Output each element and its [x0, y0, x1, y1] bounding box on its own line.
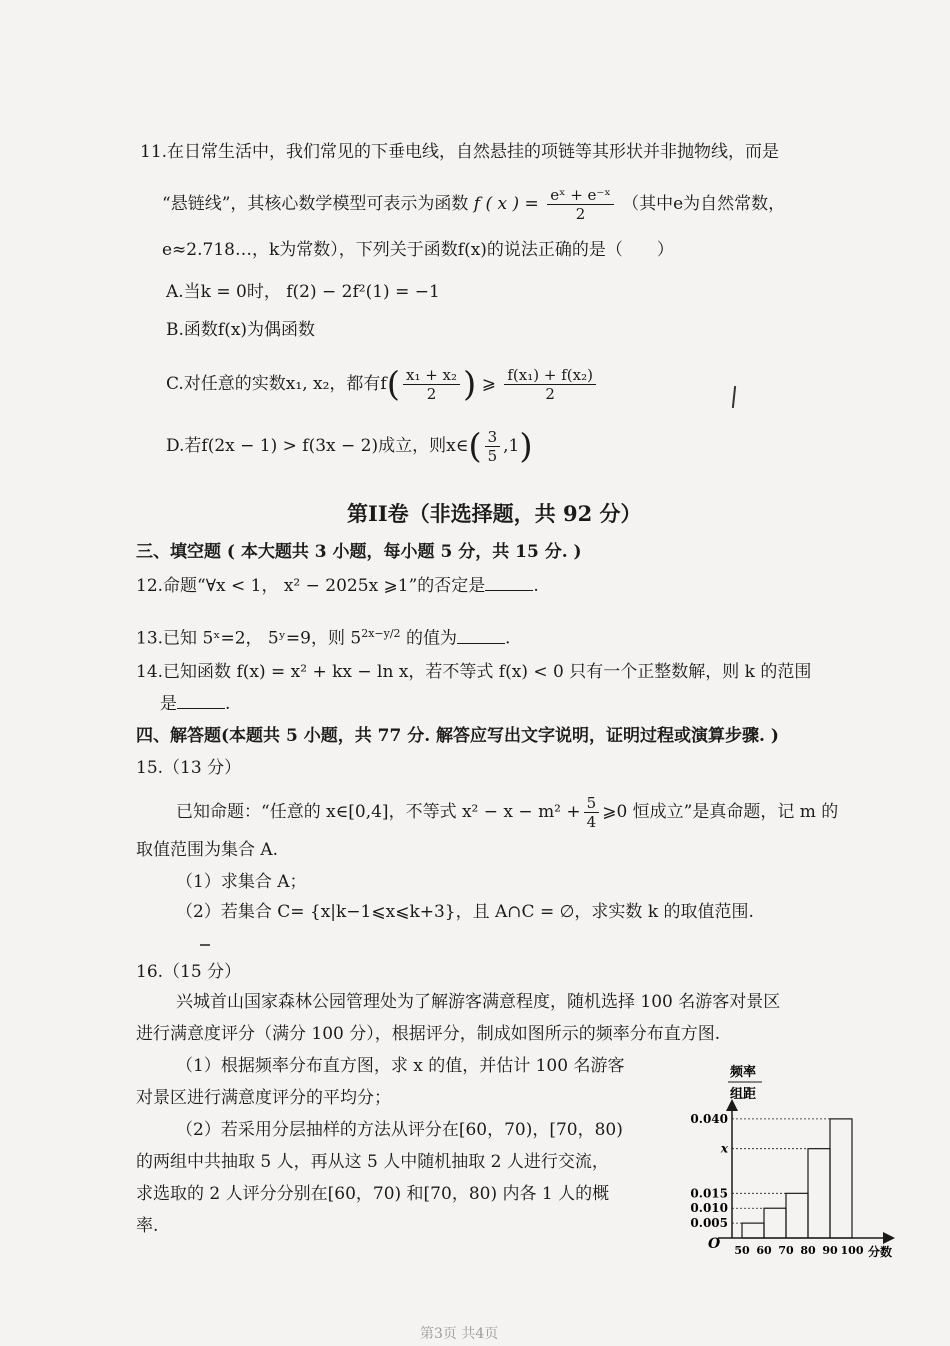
part4-heading: 四、解答题(本题共 5 小题，共 77 分. 解答应写出文字说明，证明过程或演算步骤. ) — [136, 726, 779, 746]
right-paren: ) — [519, 426, 533, 467]
q13-mid: 的值为 — [405, 628, 457, 649]
q11-option-d-text: D.若f(2x − 1) > f(3x − 2)成立，则x∈ — [166, 436, 469, 456]
left-paren: ( — [386, 364, 400, 405]
histogram-bar — [830, 1119, 852, 1238]
y-tick-label: 0.010 — [690, 1201, 728, 1216]
q11-line3: e≈2.718…，k为常数），下列关于函数f(x)的说法正确的是（ ） — [162, 240, 674, 260]
q14-answer-blank — [177, 692, 225, 709]
q15-text-tail: ⩾0 恒成立”是真命题，记 m 的 — [602, 802, 839, 822]
q16-subquestion-2c: 求选取的 2 人评分分别在[60，70) 和[70，80) 内各 1 人的概 — [136, 1184, 610, 1204]
q11-option-c-text: C.对任意的实数x₁, x₂，都有f — [166, 374, 387, 394]
q16-line2: 进行满意度评分（满分 100 分），根据评分，制成如图所示的频率分布直方图. — [136, 1024, 721, 1044]
q13-exponent: 2x−y/2 — [361, 627, 401, 640]
part3-heading: 三、填空题 ( 本大题共 3 小题，每小题 5 分，共 15 分. ) — [136, 542, 582, 562]
q11-option-d-post: ,1 — [503, 436, 520, 456]
q15-frac-num: 5 — [584, 794, 600, 813]
x-tick-label: 70 — [778, 1244, 794, 1257]
left-paren: ( — [468, 426, 482, 467]
q16-subquestion-1a: （1）根据频率分布直方图，求 x 的值，并估计 100 名游客 — [176, 1056, 625, 1076]
q11-option-c-num: x₁ + x₂ — [403, 366, 460, 385]
q11-option-c-rden: 2 — [545, 385, 555, 403]
q16-subquestion-1b: 对景区进行满意度评分的平均分； — [136, 1088, 391, 1108]
q11-line1: 11.在日常生活中，我们常见的下垂电线，自然悬挂的项链等其形状并非抛物线，而是 — [140, 142, 780, 162]
q16-subquestion-2b: 的两组中共抽取 5 人，再从这 5 人中随机抽取 2 人进行交流， — [136, 1152, 609, 1172]
q16-heading: 16.（15 分） — [136, 962, 242, 982]
q11-line2-text: “悬链线”，其核心数学模型可表示为函数 — [162, 194, 469, 214]
q12-text: 12.命题“∀x < 1， x² − 2025x ⩾1”的否定是 — [136, 576, 486, 596]
q16-subquestion-2a: （2）若采用分层抽样的方法从评分在[60，70)，[70，80) — [176, 1120, 623, 1140]
q11-fraction-denominator: 2 — [575, 205, 586, 223]
q14-line2 — [160, 692, 230, 716]
frequency-histogram — [670, 1060, 910, 1270]
x-axis-label: 分数 — [868, 1245, 893, 1259]
q11-option-c-rfrac — [504, 366, 596, 403]
q11-option-c-rnum: f(x₁) + f(x₂) — [504, 366, 596, 385]
x-tick-label: 90 — [822, 1244, 838, 1257]
q11-option-d-den: 5 — [487, 447, 498, 465]
x-tick-label: 100 — [840, 1244, 864, 1257]
q15-heading: 15.（13 分） — [136, 758, 242, 778]
q15-subquestion-1: （1）求集合 A； — [176, 872, 307, 892]
q13 — [136, 622, 510, 651]
q12-answer-blank — [485, 574, 533, 591]
q14-period: . — [225, 694, 231, 714]
section2-title: 第II卷（非选择题，共 92 分） — [347, 501, 642, 526]
histogram-bar — [786, 1193, 808, 1238]
q11-option-c — [166, 366, 599, 403]
q15-text: 已知命题：“任意的 x∈[0,4]，不等式 x² − x − m² + — [176, 802, 581, 822]
q11-option-d-frac — [485, 428, 501, 465]
histogram-bar — [742, 1223, 764, 1238]
y-axis-label-top: 频率 — [730, 1065, 757, 1080]
page-footer: 第3页 共4页 — [420, 1326, 499, 1342]
y-tick-label: x — [720, 1141, 728, 1156]
y-tick-label: 0.015 — [690, 1186, 728, 1201]
q11-fraction — [547, 186, 614, 223]
origin-label: O — [708, 1236, 721, 1252]
q13-period: . — [504, 628, 511, 649]
q11-line2-tail: （其中e为自然常数， — [622, 194, 786, 214]
q11-option-c-ge: ⩾ — [481, 374, 496, 394]
y-tick-label: 0.040 — [690, 1111, 728, 1126]
x-tick-label: 60 — [756, 1244, 772, 1257]
q12 — [136, 574, 539, 598]
histogram-bar — [764, 1208, 786, 1238]
q11-option-c-frac — [403, 366, 460, 403]
q15-fraction — [584, 794, 600, 831]
q16-line1: 兴城首山国家森林公园管理处为了解游客满意程度，随机选择 100 名游客对景区 — [176, 992, 781, 1012]
y-tick-label: 0.005 — [690, 1216, 728, 1231]
q11-function-name: f ( x ) = — [473, 194, 539, 214]
q11-option-b: B.函数f(x)为偶函数 — [166, 320, 316, 340]
histogram-bar — [808, 1149, 830, 1238]
q11-option-d-num: 3 — [485, 428, 501, 447]
q16-subquestion-2d: 率. — [136, 1216, 159, 1236]
q11-option-d — [166, 428, 533, 465]
q15-frac-den: 4 — [586, 813, 597, 831]
right-paren: ) — [463, 364, 477, 405]
q12-period: . — [533, 576, 539, 596]
q14-text: 是 — [160, 694, 177, 714]
q15-subquestion-2: （2）若集合 C= {x|k−1⩽x⩽k+3}，且 A∩C = ∅，求实数 k 的取值范围. — [176, 902, 754, 922]
x-tick-label: 50 — [734, 1244, 750, 1257]
y-axis-label-bottom: 组距 — [730, 1087, 757, 1102]
q13-answer-blank — [457, 627, 505, 644]
pen-mark — [732, 386, 736, 408]
q11-fraction-numerator: eˣ + e⁻ˣ — [547, 186, 614, 205]
q14-line1: 14.已知函数 f(x) = x² + kx − ln x，若不等式 f(x) < 0 只有一个正整数解，则 k 的范围 — [136, 662, 812, 682]
q15-line1 — [176, 794, 838, 831]
q11-line2 — [162, 186, 785, 223]
x-tick-label: 80 — [800, 1244, 816, 1257]
pen-mark — [200, 944, 210, 946]
q15-line2: 取值范围为集合 A. — [136, 840, 279, 860]
q13-text: 13.已知 5ˣ=2， 5ʸ=9，则 5 — [136, 628, 362, 649]
q11-option-a: A.当k = 0时， f(2) − 2f²(1) = −1 — [166, 282, 440, 302]
q11-option-c-den: 2 — [426, 385, 437, 403]
